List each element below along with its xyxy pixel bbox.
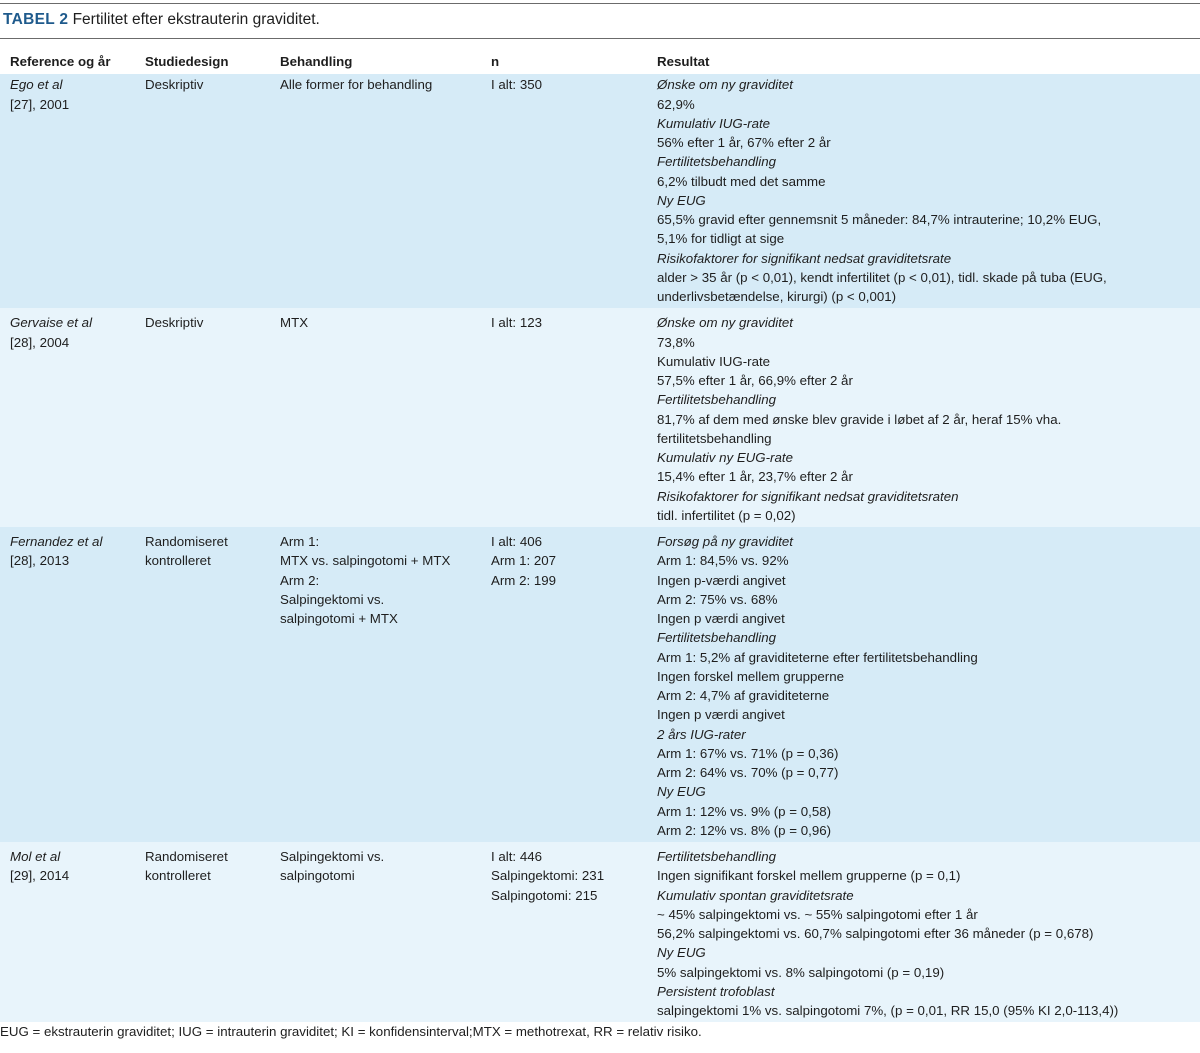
cell-treatment — [270, 842, 481, 1022]
header-result: Resultat — [647, 49, 1200, 74]
header-study-design: Studiedesign — [135, 49, 270, 74]
cell-reference-line: [28], 2013 — [10, 553, 70, 569]
cell-reference-line: Fernandez et al — [10, 534, 103, 549]
cell-result-line: 65,5% gravid efter gennemsnit 5 måneder: 84,7% intrauterine; 10,2% EUG, — [657, 212, 1102, 227]
table-body — [0, 74, 1200, 1022]
cell-n-line: I alt: 123 — [491, 315, 543, 331]
cell-n-line: Salpingotomi: 215 — [491, 887, 598, 903]
cell-result-line: Arm 2: 64% vs. 70% (p = 0,77) — [657, 765, 839, 780]
cell-reference-line: [29], 2014 — [10, 868, 70, 884]
cell-result-line: Arm 1: 5,2% af graviditeterne efter fertilitetsbehandling — [657, 649, 978, 665]
cell-result-line: Ingen p-værdi angivet — [657, 572, 786, 588]
cell-result-line: Ingen p værdi angivet — [657, 707, 785, 723]
cell-result-line: Arm 1: 12% vs. 9% (p = 0,58) — [657, 803, 832, 819]
cell-reference — [0, 842, 135, 1022]
cell-result-line: Ingen p værdi angivet — [657, 611, 785, 626]
table-row — [0, 74, 1200, 308]
cell-n-line: I alt: 350 — [491, 77, 543, 93]
cell-result-line: Arm 2: 12% vs. 8% (p = 0,96) — [657, 822, 832, 838]
cell-n-line: I alt: 406 — [491, 534, 543, 549]
cell-n — [481, 308, 647, 527]
cell-n-line: I alt: 446 — [491, 849, 543, 864]
fertility-table — [0, 49, 1200, 1022]
cell-result-line: Fertilitetsbehandling — [657, 392, 777, 408]
cell-result-line: 5% salpingektomi vs. 8% salpingotomi (p = 0,19) — [657, 964, 945, 980]
caption-rule — [0, 38, 1200, 39]
cell-study-design — [135, 74, 270, 308]
cell-result-line: Arm 2: 4,7% af graviditeterne — [657, 688, 830, 703]
cell-treatment-line: Salpingektomi vs. — [280, 849, 385, 864]
cell-result-line: Risikofaktorer for signifikant nedsat graviditetsrate — [657, 250, 952, 266]
cell-result-line: ~ 45% salpingektomi vs. ~ 55% salpingotomi efter 1 år — [657, 906, 978, 922]
cell-study-design-line: Randomiseret — [145, 849, 228, 864]
header-row — [0, 49, 1200, 74]
cell-reference — [0, 74, 135, 308]
cell-result-line: Fertilitetsbehandling — [657, 630, 777, 646]
cell-study-design-line: Deskriptiv — [145, 77, 204, 93]
cell-result-line: Ingen forskel mellem grupperne — [657, 668, 844, 684]
header-treatment: Behandling — [270, 49, 481, 74]
cell-result-line: 2 års IUG-rater — [657, 726, 746, 742]
cell-result-line: Ingen signifikant forskel mellem grupperne (p = 0,1) — [657, 868, 961, 884]
top-rule — [0, 3, 1200, 4]
cell-result-line: 62,9% — [657, 96, 695, 112]
table-row — [0, 527, 1200, 842]
cell-study-design-line: kontrolleret — [145, 868, 211, 884]
cell-result-line: 6,2% tilbudt med det samme — [657, 173, 826, 189]
table-title: Fertilitet efter ekstrauterin graviditet. — [68, 11, 320, 28]
cell-treatment-line: salpingotomi + MTX — [280, 611, 398, 626]
cell-result — [647, 527, 1200, 842]
cell-n-line: Arm 1: 207 — [491, 553, 557, 569]
cell-reference — [0, 527, 135, 842]
cell-result-line: Kumulativ spontan graviditetsrate — [657, 887, 854, 903]
cell-study-design-line: kontrolleret — [145, 553, 211, 569]
cell-n — [481, 74, 647, 308]
cell-reference-line: Ego et al — [10, 77, 63, 93]
header-n: n — [481, 49, 647, 74]
cell-study-design — [135, 842, 270, 1022]
cell-result-line: Fertilitetsbehandling — [657, 154, 777, 170]
cell-study-design-line: Randomiseret — [145, 534, 228, 549]
cell-reference-line: Gervaise et al — [10, 315, 93, 331]
cell-n — [481, 527, 647, 842]
cell-result-line: 56,2% salpingektomi vs. 60,7% salpingotomi efter 36 måneder (p = 0,678) — [657, 926, 1094, 941]
cell-n-line: Arm 2: 199 — [491, 572, 557, 588]
cell-result-line: 5,1% for tidligt at sige — [657, 231, 785, 247]
cell-treatment-line: Arm 1: — [280, 534, 320, 549]
cell-result-line: Ny EUG — [657, 945, 706, 961]
cell-reference-line: [27], 2001 — [10, 96, 70, 112]
cell-treatment — [270, 527, 481, 842]
cell-treatment-line: MTX — [280, 315, 309, 331]
cell-treatment-line: Salpingektomi vs. — [280, 591, 385, 607]
cell-result-line: Persistent trofoblast — [657, 983, 775, 999]
cell-result-line: Kumulativ ny EUG-rate — [657, 450, 793, 465]
cell-result-line: Ønske om ny graviditet — [657, 77, 793, 93]
cell-result — [647, 74, 1200, 308]
cell-result-line: tidl. infertilitet (p = 0,02) — [657, 507, 796, 523]
cell-result-line: 57,5% efter 1 år, 66,9% efter 2 år — [657, 373, 853, 388]
cell-result — [647, 842, 1200, 1022]
cell-result-line: underlivsbetændelse, kirurgi) (p < 0,001) — [657, 289, 897, 304]
cell-treatment — [270, 308, 481, 527]
cell-result-line: Kumulativ IUG-rate — [657, 353, 771, 369]
cell-result-line: salpingektomi 1% vs. salpingotomi 7%, (p = 0,01, RR 15,0 (95% KI 2,0-113,4)) — [657, 1003, 1119, 1018]
cell-study-design — [135, 527, 270, 842]
cell-n — [481, 842, 647, 1022]
cell-result — [647, 308, 1200, 527]
cell-treatment-line: MTX vs. salpingotomi + MTX — [280, 553, 451, 569]
cell-result-line: 15,4% efter 1 år, 23,7% efter 2 år — [657, 469, 853, 485]
table-row — [0, 842, 1200, 1022]
cell-reference-line: [28], 2004 — [10, 334, 70, 350]
cell-n-line: Salpingektomi: 231 — [491, 868, 605, 884]
cell-result-line: Ønske om ny graviditet — [657, 315, 793, 331]
cell-study-design — [135, 308, 270, 527]
cell-treatment-line: salpingotomi — [280, 868, 355, 884]
cell-result-line: Forsøg på ny graviditet — [657, 534, 793, 549]
cell-result-line: Arm 2: 75% vs. 68% — [657, 591, 778, 607]
table-caption — [3, 10, 320, 30]
cell-result-line: Arm 1: 84,5% vs. 92% — [657, 553, 789, 569]
cell-result-line: Fertilitetsbehandling — [657, 849, 777, 864]
cell-treatment-line: Arm 2: — [280, 572, 320, 588]
cell-result-line: Ny EUG — [657, 784, 706, 800]
cell-reference-line: Mol et al — [10, 849, 61, 864]
header-reference: Reference og år — [0, 49, 135, 74]
cell-result-line: Arm 1: 67% vs. 71% (p = 0,36) — [657, 745, 839, 761]
cell-result-line: 81,7% af dem med ønske blev gravide i løbet af 2 år, heraf 15% vha. — [657, 411, 1062, 427]
table-row — [0, 308, 1200, 527]
footnote: EUG = ekstrauterin graviditet; IUG = intrauterin graviditet; KI = konfidensinterval;MTX = methotrexat, RR = relativ risiko. — [0, 1024, 702, 1039]
cell-treatment-line: Alle former for behandling — [280, 77, 433, 93]
cell-result-line: alder > 35 år (p < 0,01), kendt infertilitet (p < 0,01), tidl. skade på tuba (EUG, — [657, 269, 1107, 285]
cell-reference — [0, 308, 135, 527]
cell-result-line: 56% efter 1 år, 67% efter 2 år — [657, 135, 831, 150]
cell-result-line: 73,8% — [657, 334, 695, 350]
cell-treatment — [270, 74, 481, 308]
cell-result-line: Risikofaktorer for signifikant nedsat graviditetsraten — [657, 488, 959, 504]
table-label: TABEL 2 — [3, 11, 69, 28]
cell-result-line: Kumulativ IUG-rate — [657, 115, 771, 131]
cell-result-line: fertilitetsbehandling — [657, 430, 772, 446]
cell-study-design-line: Deskriptiv — [145, 315, 204, 331]
cell-result-line: Ny EUG — [657, 192, 706, 208]
